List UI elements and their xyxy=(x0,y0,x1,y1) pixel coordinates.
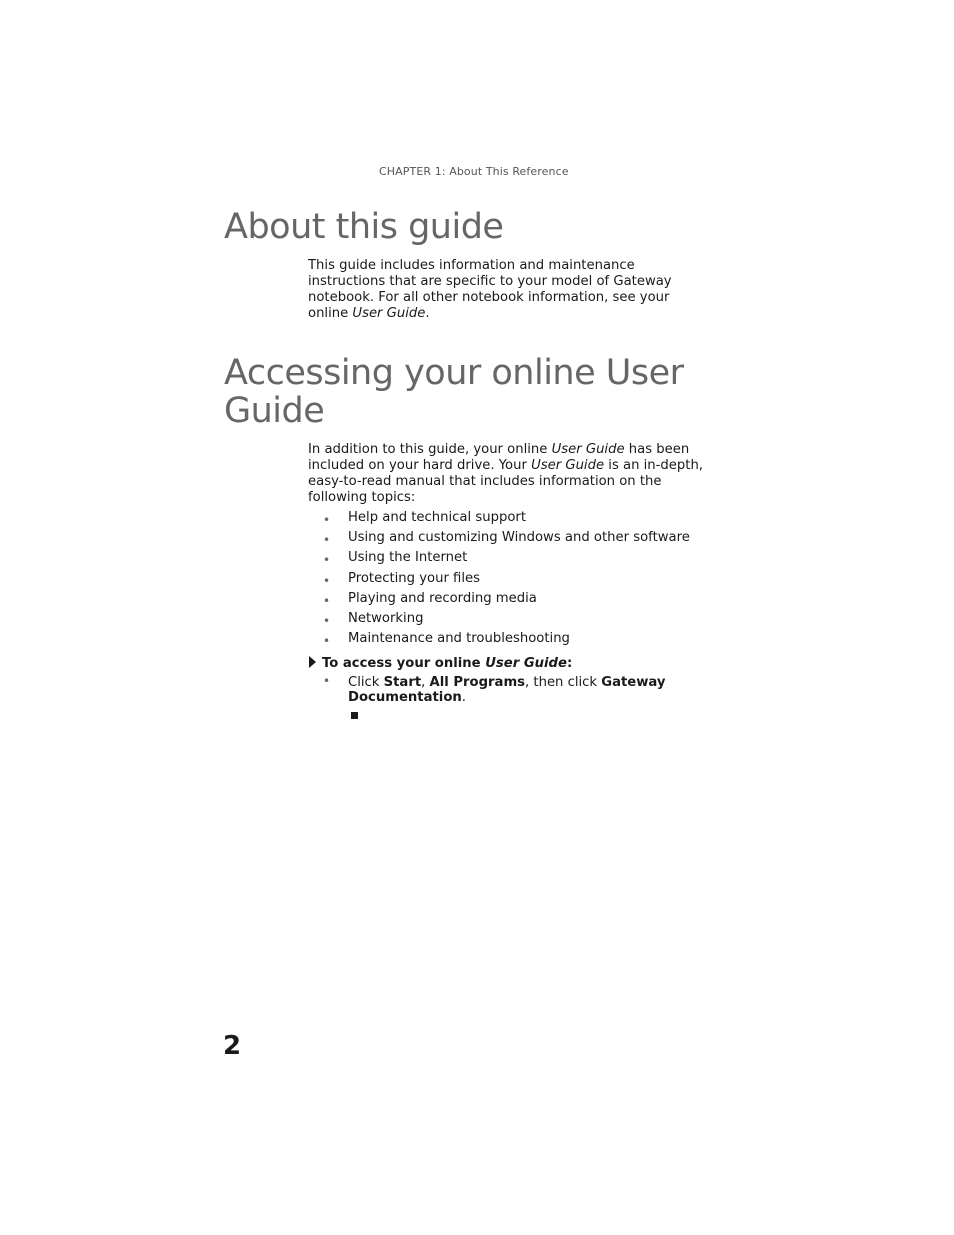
list-item xyxy=(308,610,708,630)
topic-label: Help and technical support xyxy=(348,510,526,525)
intro-italic-2: User Guide xyxy=(531,458,605,473)
bullet-icon: • xyxy=(323,613,331,628)
procedure-step xyxy=(348,675,688,705)
list-item xyxy=(308,590,708,610)
step-bold-all-programs: All Programs xyxy=(429,675,526,690)
list-item xyxy=(308,570,708,590)
bullet-icon: • xyxy=(323,513,331,527)
intro-italic-1: User Guide xyxy=(551,442,625,457)
step-text-1: Click xyxy=(348,675,384,690)
running-head: CHAPTER 1: About This Reference xyxy=(379,165,569,178)
procedure-italic: User Guide xyxy=(485,656,567,671)
about-text-italic: User Guide xyxy=(352,306,426,321)
step-text-4: . xyxy=(461,690,466,705)
bullet-icon: • xyxy=(323,553,331,568)
procedure-text-1: To access your online xyxy=(322,656,486,671)
step-bold-start: Start xyxy=(383,675,422,690)
list-item xyxy=(308,529,708,549)
intro-text-2: has been included on your hard drive. Your xyxy=(308,442,690,473)
procedure-text-2: : xyxy=(566,656,573,671)
topic-label: Networking xyxy=(348,610,424,626)
bullet-icon: • xyxy=(323,533,331,548)
step-bold-gateway-documentation: Gateway Documentation xyxy=(348,675,666,705)
triangle-right-icon xyxy=(309,656,316,668)
intro-text-3: is an in-depth, easy-to-read manual that includes information on the following topics: xyxy=(308,458,703,505)
procedure-heading xyxy=(309,656,572,672)
topic-label: Protecting your files xyxy=(348,570,481,586)
list-item xyxy=(308,549,708,569)
about-text-2: . xyxy=(425,306,430,321)
bullet-icon: • xyxy=(323,674,331,688)
list-item xyxy=(308,509,708,529)
bullet-icon: • xyxy=(323,573,331,588)
list-item xyxy=(308,630,708,650)
page-number: 2 xyxy=(223,1031,242,1061)
topics-list xyxy=(308,509,708,650)
step-text-2: , xyxy=(421,675,430,690)
step-text-3: , then click xyxy=(525,675,602,690)
topic-label: Maintenance and troubleshooting xyxy=(348,631,570,647)
topic-label: Playing and recording media xyxy=(348,590,537,606)
intro-text-1: In addition to this guide, your online xyxy=(308,442,552,457)
heading-accessing-user-guide: Accessing your online User Guide xyxy=(224,353,684,431)
bullet-icon: • xyxy=(323,634,331,649)
heading-about-this-guide: About this guide xyxy=(224,207,504,247)
topic-label: Using the Internet xyxy=(348,550,468,566)
access-intro-paragraph xyxy=(308,442,704,506)
topic-label: Using and customizing Windows and other software xyxy=(348,530,690,546)
about-text-1: This guide includes information and maintenance instructions that are specific to your model of Gateway notebook. For all other notebook information, see your online xyxy=(308,258,672,321)
about-paragraph xyxy=(308,258,704,322)
end-of-section-square-icon xyxy=(351,712,358,719)
bullet-icon: • xyxy=(323,593,331,608)
